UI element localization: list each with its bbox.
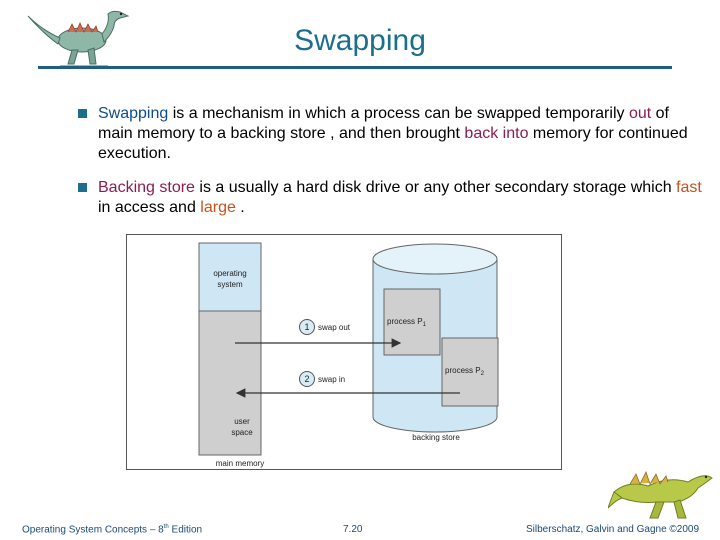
- swapping-diagram: [126, 234, 562, 470]
- bullet-text: [98, 104, 708, 164]
- footer-book-title: [22, 524, 202, 535]
- user-space-label-line2: space: [231, 428, 253, 437]
- bullet-text-part: of main memory to a backing store , and then brought: [98, 105, 669, 142]
- footer-page-number: 7.20: [343, 524, 363, 535]
- swap-out-label: swap out: [318, 323, 351, 332]
- footer-edition-sup: th: [163, 524, 169, 530]
- bullet-text-part: is a usually a hard disk drive or any other secondary storage which: [194, 179, 677, 196]
- title-divider: [38, 66, 672, 69]
- footer-copyright: Silberschatz, Galvin and Gagne ©2009: [526, 524, 700, 535]
- os-label-line2: system: [217, 280, 243, 289]
- step-2-number: 2: [304, 374, 310, 384]
- bullet-text-part: is a mechanism in which a process can be swapped temporarily: [168, 105, 629, 122]
- swap-in-label: swap in: [318, 375, 346, 384]
- term-backing-store: Backing store: [98, 179, 195, 196]
- bullet-text-part: in access and: [98, 199, 201, 216]
- os-label-line1: operating: [213, 269, 247, 278]
- backing-store-label: backing store: [412, 433, 460, 442]
- bullet-square-icon: [78, 109, 87, 118]
- term-large: large: [200, 199, 236, 216]
- slide-title: Swapping: [294, 24, 426, 57]
- footer-edition-text: Edition: [168, 524, 203, 536]
- step-1-number: 1: [304, 322, 310, 332]
- term-back-into: back into: [464, 125, 529, 142]
- dinosaur-bottom-logo: [608, 458, 716, 522]
- process-p2-subscript: 2: [480, 371, 484, 377]
- process-p2-label: process $P_2$: [445, 366, 484, 377]
- term-swapping: Swapping: [98, 105, 169, 122]
- process-p1-subscript: 1: [422, 322, 426, 328]
- term-fast: fast: [676, 179, 702, 196]
- bullet-text-part: memory for continued execution.: [98, 125, 688, 162]
- process-p1-label: process $P_1$: [387, 317, 426, 328]
- bullet-text: [98, 178, 708, 218]
- footer-title-text: Operating System Concepts – 8: [22, 524, 164, 536]
- dinosaur-top-logo: [24, 4, 142, 68]
- bullet-text-part: .: [235, 199, 245, 216]
- user-space-label-line1: user: [234, 417, 250, 426]
- term-out: out: [628, 105, 652, 122]
- main-memory-label: main memory: [215, 459, 265, 468]
- bullet-square-icon: [78, 183, 87, 192]
